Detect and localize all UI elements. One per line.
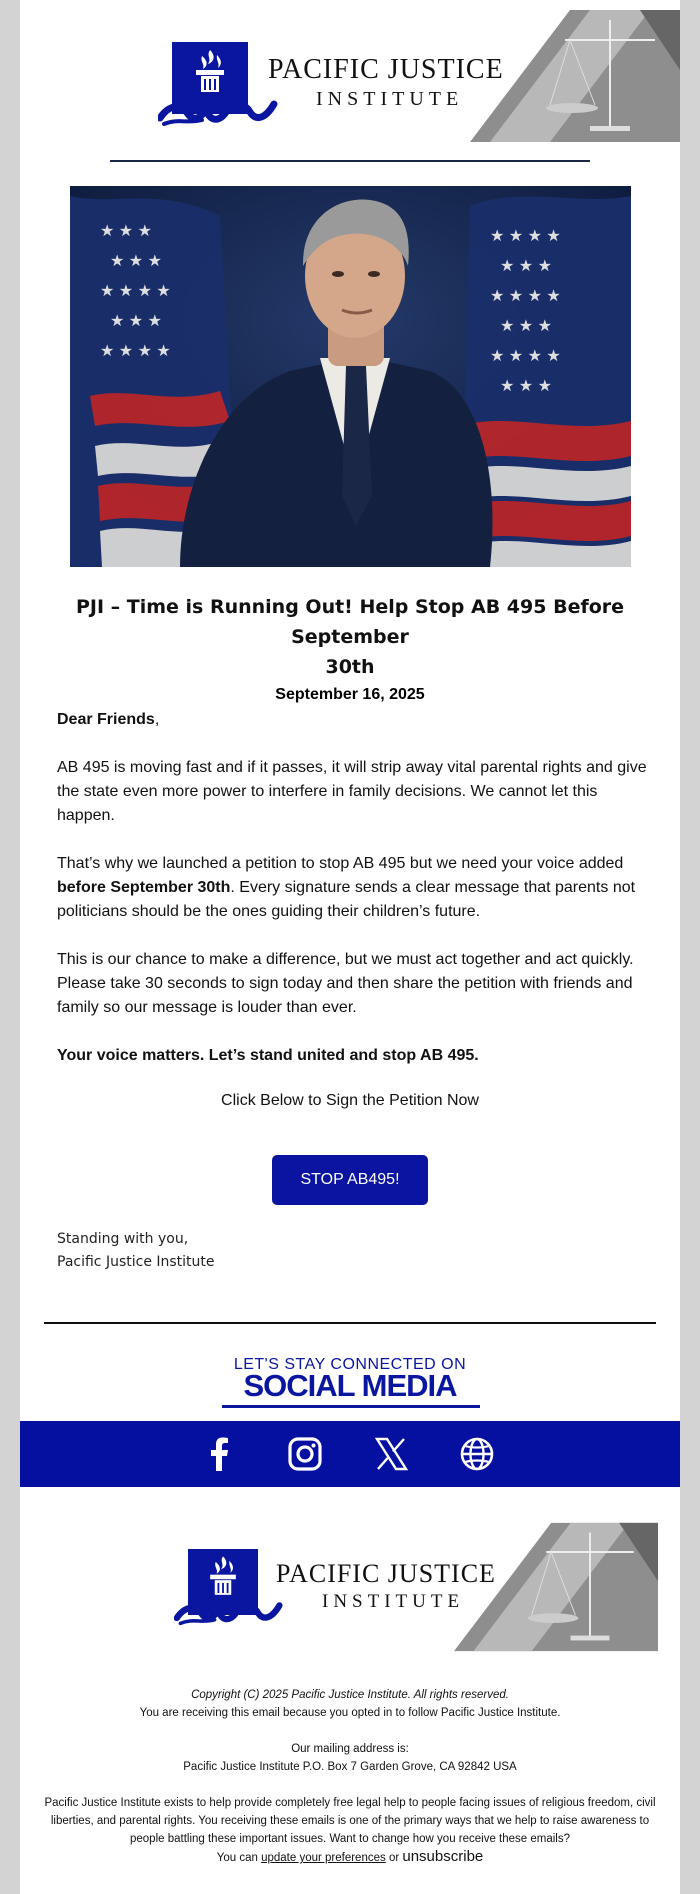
paragraph-2 xyxy=(57,852,647,924)
header-logo[interactable] xyxy=(158,40,504,120)
mailing-address-block xyxy=(40,1740,660,1776)
facebook-icon[interactable] xyxy=(200,1435,238,1473)
greeting-punct: , xyxy=(154,711,160,728)
paragraph-1: AB 495 is moving fast and if it passes, it will strip away vital parental rights and give the state even more power to interfere in family decisions. We cannot let this happen. xyxy=(57,759,647,824)
signoff-line-1: Standing with you, xyxy=(57,1231,189,1247)
cta-prompt: Click Below to Sign the Petition Now xyxy=(221,1092,479,1109)
x-icon[interactable] xyxy=(372,1435,410,1473)
section-divider xyxy=(44,1322,656,1324)
svg-text:★ ★ ★ ★: ★ ★ ★ ★ xyxy=(100,343,171,360)
hero-illustration xyxy=(70,186,631,567)
logo-title: PACIFIC JUSTICE xyxy=(268,54,504,85)
opt-in-text: You are receiving this email because you opted in to follow Pacific Justice Institute. xyxy=(139,1707,561,1719)
svg-text:★ ★ ★ ★: ★ ★ ★ ★ xyxy=(490,348,561,365)
paragraph-2-start: That’s why we launched a petition to stop AB 495 but we need your voice added xyxy=(57,855,624,872)
svg-text:★ ★ ★: ★ ★ ★ xyxy=(500,318,552,335)
or-text: or xyxy=(385,1852,403,1864)
svg-text:★ ★ ★: ★ ★ ★ xyxy=(110,253,162,270)
logo-subtitle: INSTITUTE xyxy=(316,88,464,110)
mailing-address: Pacific Justice Institute P.O. Box 7 Garden Grove, CA 92842 USA xyxy=(183,1761,517,1773)
about-text: Pacific Justice Institute exists to help provide completely free legal help to people facing issues of religious freedom, civil liberties, and parental rights. You receiving these emails is one of the primary ways that we help to raise awareness to people battling these important issues. Want to change how you receive these emails? xyxy=(44,1797,656,1845)
page-title xyxy=(60,592,640,682)
mailing-label: Our mailing address is: xyxy=(291,1743,409,1755)
social-heading-top: LET'S STAY CONNECTED ON xyxy=(233,1356,467,1373)
copyright-text: Copyright (C) 2025 Pacific Justice Institute. All rights reserved. xyxy=(191,1689,509,1701)
preferences-line xyxy=(40,1848,660,1867)
hero-photo xyxy=(70,186,631,567)
svg-text:★ ★ ★: ★ ★ ★ xyxy=(500,378,552,395)
footer-logo-swoosh-icon xyxy=(174,1591,284,1627)
social-heading-underline xyxy=(222,1405,480,1408)
stop-ab495-button[interactable]: STOP AB495! xyxy=(272,1155,428,1205)
paragraph-2-end: . Every signature sends a clear message that parents not politicians should be the ones guiding their children’s future. xyxy=(57,879,636,920)
footer-logo-subtitle: INSTITUTE xyxy=(322,1591,465,1612)
signoff-line-2: Pacific Justice Institute xyxy=(57,1254,215,1270)
footer-logo-title: PACIFIC JUSTICE xyxy=(276,1559,496,1588)
header-rule xyxy=(110,160,590,162)
unsubscribe-link[interactable]: unsubscribe xyxy=(402,1848,484,1865)
svg-text:★ ★ ★: ★ ★ ★ xyxy=(100,223,152,240)
greeting xyxy=(57,708,647,732)
social-heading-main: SOCIAL MEDIA xyxy=(243,1368,457,1403)
instagram-icon[interactable] xyxy=(286,1435,324,1473)
svg-text:★ ★ ★ ★: ★ ★ ★ ★ xyxy=(490,228,561,245)
svg-text:★ ★ ★: ★ ★ ★ xyxy=(110,313,162,330)
email-body xyxy=(20,0,680,1894)
headline-line-2: 30th xyxy=(325,656,375,678)
globe-icon[interactable] xyxy=(458,1435,496,1473)
publish-date: September 16, 2025 xyxy=(275,686,425,703)
paragraph-2-deadline: before September 30th xyxy=(57,879,231,896)
greeting-name: Dear Friends xyxy=(57,711,155,728)
social-bar xyxy=(20,1421,680,1487)
paragraph-3: This is our chance to make a difference, but we must act together and act quickly. Please take 30 seconds to sign today and then share the petition with friends and family so our message is louder than ever. xyxy=(57,951,634,1016)
logo-swoosh-icon xyxy=(158,88,278,128)
svg-text:★ ★ ★ ★: ★ ★ ★ ★ xyxy=(100,283,171,300)
svg-text:★ ★ ★ ★: ★ ★ ★ ★ xyxy=(490,288,561,305)
headline-line-1: PJI – Time is Running Out! Help Stop AB 495 Before September xyxy=(75,596,625,648)
you-can-text: You can xyxy=(216,1852,262,1864)
footer-legal xyxy=(40,1686,660,1722)
svg-text:★ ★ ★: ★ ★ ★ xyxy=(500,258,552,275)
scales-image xyxy=(470,10,680,142)
paragraph-4: Your voice matters. Let’s stand united and stop AB 495. xyxy=(57,1047,479,1064)
footer-scales-image xyxy=(454,1522,658,1652)
update-preferences-link[interactable]: update your preferences xyxy=(261,1852,386,1864)
